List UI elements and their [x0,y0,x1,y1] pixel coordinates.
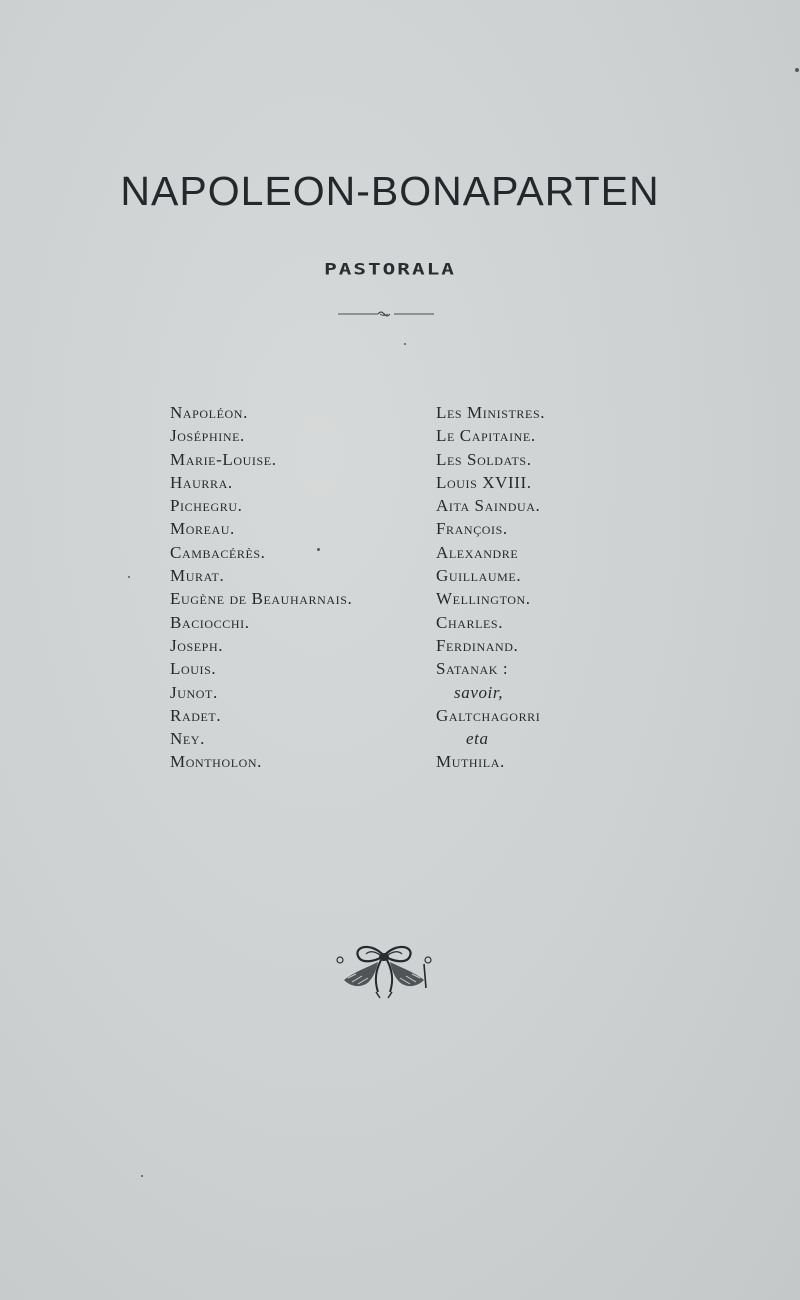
character-name: Aita Saindua. [436,496,541,516]
character-name: Murat. [170,566,225,586]
character-name: Le Capitaine. [436,426,536,446]
page-subtitle: PASTORALA [324,259,456,279]
character-name: Les Soldats. [436,449,532,469]
paper-speck [795,68,799,72]
paper-speck [404,343,406,345]
character-name: Galtchagorri [436,705,541,725]
character-name: Moreau. [170,519,235,539]
character-list-right [436,401,545,774]
character-name: Napoléon. [170,403,248,422]
character-name: Louis XVIII. [436,472,532,492]
character-name: Marie-Louise. [170,449,277,469]
character-name: Haurra. [170,472,233,492]
character-name: eta [466,729,489,749]
character-name: Cambacérès. [170,542,266,562]
character-name: Montholon. [170,752,263,772]
character-name: Alexandre [436,542,519,562]
character-name: Ferdinand. [436,635,519,655]
character-name: savoir, [454,682,504,702]
paper-speck [317,548,320,551]
character-list-left [170,401,352,774]
character-name: Joséphine. [170,426,245,446]
character-name: Joseph. [170,635,224,655]
character-name: Louis. [170,659,217,679]
character-name: Eugène de Beauharnais. [170,589,353,609]
character-name: Pichegru. [170,496,243,516]
ribbon-bow-ornament-icon [328,944,440,1000]
paper-speck [141,1175,143,1177]
page-title: NAPOLEON-BONAPARTEN [120,168,660,214]
character-name: Junot. [170,682,218,702]
character-name: Les Ministres. [436,403,546,422]
character-name: Wellington. [436,589,531,609]
character-name: Baciocchi. [170,612,250,632]
ornamental-divider-icon [336,308,436,320]
character-name: Ney. [170,729,205,749]
character-name: Charles. [436,612,504,632]
paper-speck [128,576,130,578]
character-name: François. [436,519,508,539]
character-name: Muthila. [436,752,505,772]
character-name: Satanak : [436,659,509,679]
character-name: Guillaume. [436,566,522,586]
character-name: Radet. [170,705,222,725]
